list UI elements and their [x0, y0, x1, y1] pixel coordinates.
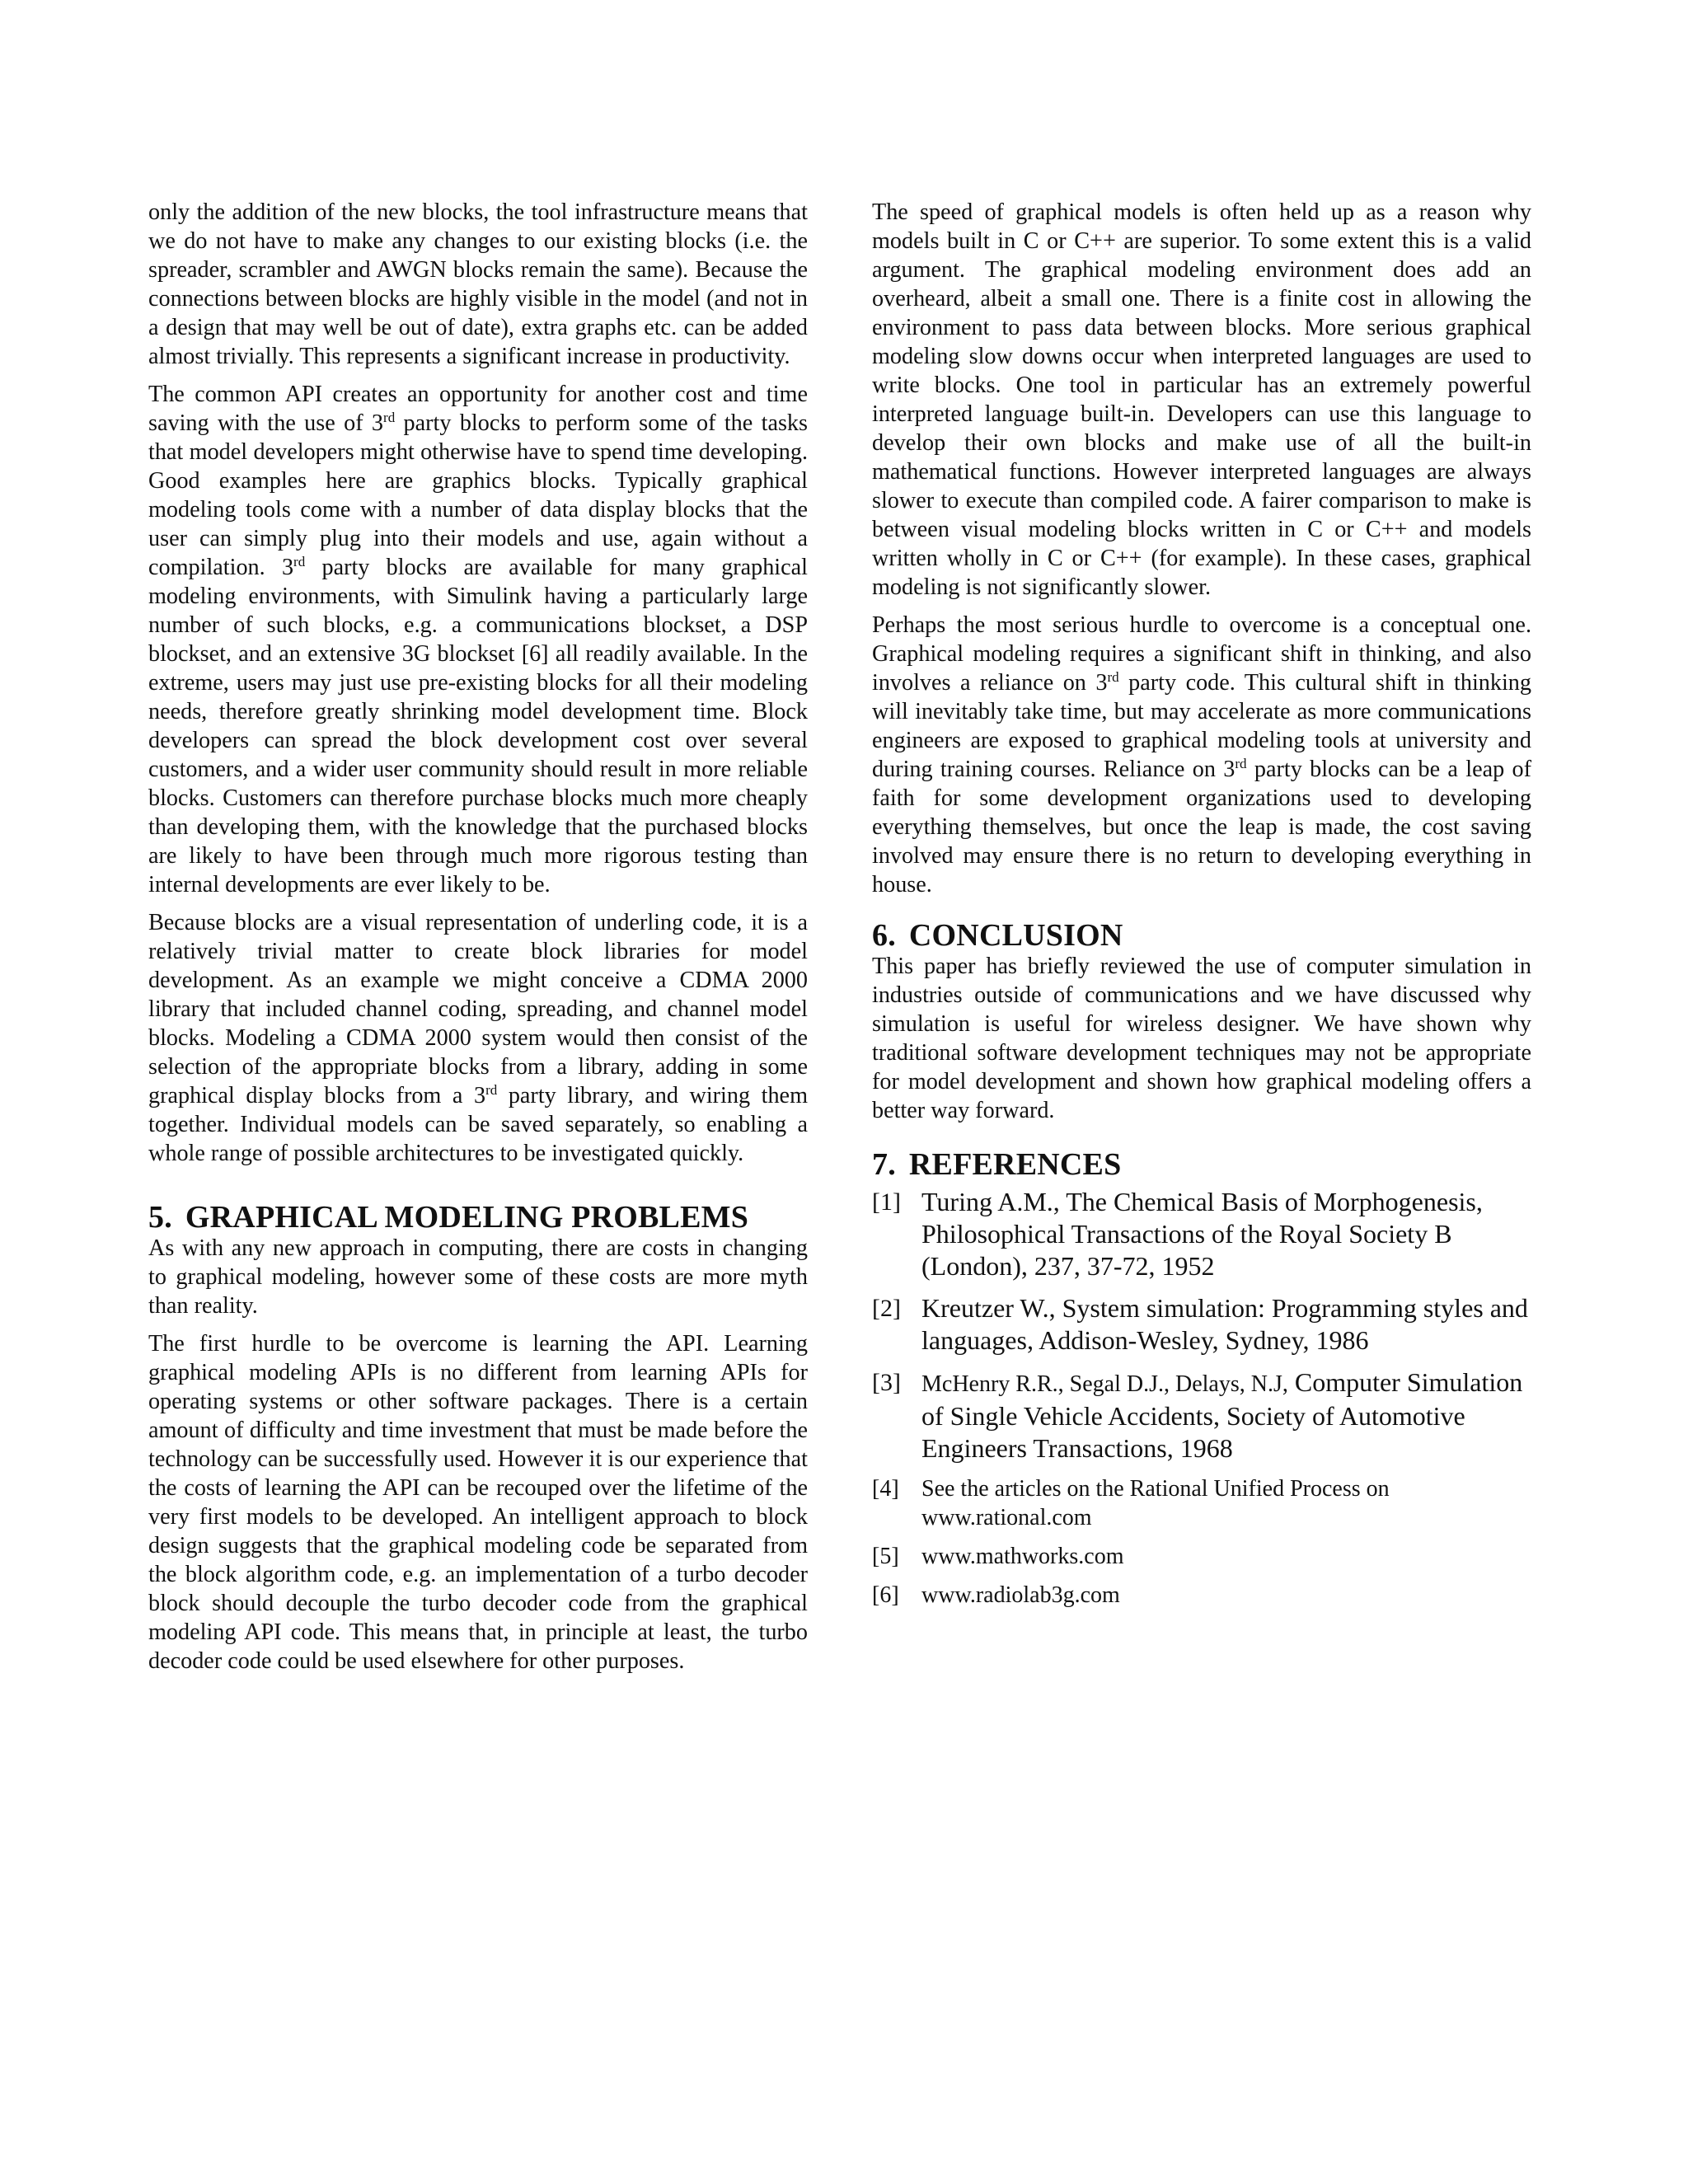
reference-item: [6] www.radiolab3g.com: [872, 1582, 1120, 1608]
section-heading-references: 7. REFERENCES: [872, 1147, 1122, 1182]
left-column: [148, 198, 808, 1685]
body-paragraph: The common API creates an opportunity for another cost and time saving with the use of 3rd party blocks to perform some of the tasks that model developers might otherwise have to spend time developing. Good examples here are graphics blocks. Typically graphical modeling tools come with a number of data display blocks that the user can simply plug into their models and use, again without a compilation. 3rd party blocks are available for many graphical modeling environments, with Simulink having a particularly large number of such blocks, e.g. a communications blockset, a DSP blockset, and an extensive 3G blockset [6] all readily available. In the extreme, users may just use pre-existing blocks for all their modeling needs, therefore greatly shrinking model development time. Block developers can spread the block development cost over several customers, and a wider user community should result in more reliable blocks. Customers can therefore purchase blocks much more cheaply than developing them, with the knowledge that the purchased blocks are likely to have been through much more rigorous testing than internal developments are ever likely to be.: [148, 382, 808, 898]
reference-item: [5] www.mathworks.com: [872, 1544, 1124, 1569]
section-heading-graphical-modeling-problems: 5. GRAPHICAL MODELING PROBLEMS: [148, 1200, 749, 1235]
reference-item: [2] Kreutzer W., System simulation: Programming styles and languages, Addison-Wesley, Sydney, 1986: [872, 1293, 1528, 1355]
reference-item: [4] See the articles on the Rational Unified Process on www.rational.com: [872, 1476, 1390, 1530]
section-heading-conclusion: 6. CONCLUSION: [872, 918, 1123, 953]
reference-list: [872, 1186, 1531, 1610]
body-paragraph: This paper has briefly reviewed the use of computer simulation in industries outside of communications and we have discussed why simulation is useful for wireless designer. We have shown why traditional software development techniques may not be appropriate for model development and shown how graphical modeling offers a better way forward.: [872, 954, 1531, 1123]
body-paragraph: Perhaps the most serious hurdle to overcome is a conceptual one. Graphical modeling requires a significant shift in thinking, and also involves a reliance on 3rd party code. This cultural shift in thinking will inevitably take time, but may accelerate as more communications engineers are exposed to graphical modeling tools at university and during training courses. Reliance on 3rd party blocks can be a leap of faith for some development organizations used to developing everything themselves, but once the leap is made, the cost saving involved may ensure there is no return to developing everything in house.: [872, 612, 1532, 898]
right-column: [872, 198, 1531, 1619]
body-paragraph: only the addition of the new blocks, the tool infrastructure means that we do not have to make any changes to our existing blocks (i.e. the spreader, scrambler and AWGN blocks remain the same). Because the connections between blocks are highly visible in the model (and not in a design that may well be out of date), extra graphs etc. can be added almost trivially. This represents a significant increase in productivity.: [148, 199, 808, 369]
body-paragraph: Because blocks are a visual representation of underling code, it is a relatively trivial matter to create block libraries for model development. As an example we might conceive a CDMA 2000 library that included channel coding, spreading, and channel model blocks. Modeling a CDMA 2000 system would then consist of the selection of the appropriate blocks from a library, adding in some graphical display blocks from a 3rd party library, and wiring them together. Individual models can be saved separately, so enabling a whole range of possible architectures to be investigated quickly.: [148, 910, 808, 1166]
body-paragraph: The speed of graphical models is often held up as a reason why models built in C or C++ are superior. To some extent this is a valid argument. The graphical modeling environment does add an overheard, albeit a small one. There is a finite cost in allowing the environment to pass data between blocks. More serious graphical modeling slow downs occur when interpreted languages are used to write blocks. One tool in particular has an extremely powerful interpreted language built-in. Developers can use this language to develop their own blocks and make use of all the built-in mathematical functions. However interpreted languages are always slower to execute than compiled code. A fairer comparison to make is between visual modeling blocks written in C or C++ and models written wholly in C or C++ (for example). In these cases, graphical modeling is not significantly slower.: [872, 199, 1531, 600]
reference-item: [3] McHenry R.R., Segal D.J., Delays, N.J, Computer Simulation of Single Vehicle Accidents, Society of Automotive Engineers Transactions, 1968: [872, 1367, 1523, 1463]
body-paragraph: As with any new approach in computing, there are costs in changing to graphical modeling, however some of these costs are more myth than reality.: [148, 1235, 808, 1319]
reference-item: [1] Turing A.M., The Chemical Basis of Morphogenesis, Philosophical Transactions of the Royal Society B (London), 237, 37-72, 1952: [872, 1187, 1483, 1281]
body-paragraph: The first hurdle to be overcome is learning the API. Learning graphical modeling APIs is no different from learning APIs for operating systems or other software packages. There is a certain amount of difficulty and time investment that must be made before the technology can be successfully used. However it is our experience that the costs of learning the API can be recouped over the lifetime of the very first models to be developed. An intelligent approach to block design suggests that the graphical modeling code be separated from the block algorithm code, e.g. an implementation of a turbo decoder block should decouple the turbo decoder code from the graphical modeling API code. This means that, in principle at least, the turbo decoder code could be used elsewhere for other purposes.: [148, 1331, 808, 1674]
